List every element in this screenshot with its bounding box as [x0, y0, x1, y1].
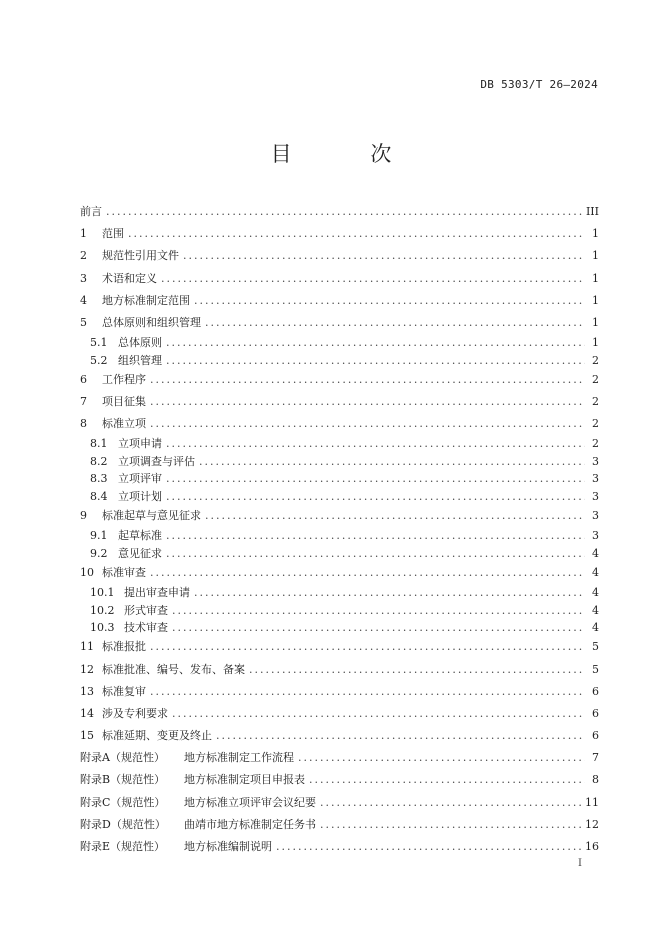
toc-entry-title: 前言	[80, 205, 102, 218]
toc-entry-number: 8.3	[90, 472, 108, 486]
toc-entry-page: 1	[592, 293, 599, 307]
toc-entry-number: 5.2	[90, 353, 108, 367]
toc-entry-title: 曲靖市地方标准制定任务书	[184, 817, 316, 831]
toc-entry-number: 附录B（规范性）	[80, 773, 166, 787]
toc-entry-title: 标准报批	[102, 640, 146, 654]
toc-entry-page: 4	[592, 620, 599, 634]
dot-leader	[166, 488, 585, 505]
toc-entry-number: 8	[80, 417, 87, 431]
toc-entry-title: 标准起草与意见征求	[102, 509, 201, 523]
toc-entry-page: 2	[592, 417, 599, 431]
toc-entry-page: 3	[592, 489, 599, 503]
toc-entry-page: 5	[592, 640, 599, 654]
toc-entry[interactable]	[80, 769, 599, 791]
toc-entry-title: 意见征求	[118, 546, 162, 560]
toc-entry-number: 10.3	[90, 620, 115, 634]
toc-entry-number: 10.2	[90, 603, 115, 617]
toc-entry-number: 14	[80, 706, 94, 720]
toc-entry-page: III	[585, 205, 599, 218]
dot-leader	[166, 527, 585, 544]
toc-entry-number: 5	[80, 315, 87, 329]
dot-leader	[172, 602, 585, 619]
dot-leader	[216, 725, 585, 747]
toc-entry[interactable]	[80, 602, 599, 619]
toc-entry-page: 4	[592, 566, 599, 579]
dot-leader	[194, 584, 585, 601]
toc-entry[interactable]	[80, 369, 599, 391]
toc-entry-title: 总体原则和组织管理	[102, 315, 201, 329]
toc-entry-number: 3	[80, 271, 87, 285]
toc-entry-title: 项目征集	[102, 395, 146, 409]
toc-entry-page: 3	[592, 472, 599, 486]
dot-leader	[150, 681, 585, 703]
toc-entry-page: 8	[592, 773, 599, 787]
dot-leader	[205, 312, 585, 334]
dot-leader	[166, 352, 585, 369]
toc-entry-page: 12	[585, 817, 599, 831]
toc-entry-number: 12	[80, 662, 94, 676]
toc-entry[interactable]	[80, 527, 599, 544]
dot-leader	[309, 769, 585, 791]
toc-entry-number: 13	[80, 684, 94, 698]
toc-entry-number: 附录A（规范性）	[80, 751, 165, 765]
toc-entry-number: 5.1	[90, 336, 108, 350]
toc-entry[interactable]	[80, 792, 599, 814]
toc-entry[interactable]	[80, 562, 599, 584]
toc-entry-title: 地方标准立项评审会议纪要	[184, 795, 316, 809]
dot-leader	[128, 223, 585, 245]
toc-entry[interactable]	[80, 747, 599, 769]
toc-entry[interactable]	[80, 268, 599, 290]
toc-entry[interactable]	[80, 703, 599, 725]
toc-entry-number: 8.2	[90, 454, 108, 468]
toc-entry[interactable]	[80, 545, 599, 562]
toc-entry[interactable]	[80, 619, 599, 636]
toc-entry-title: 地方标准编制说明	[184, 840, 272, 854]
toc-entry-title: 地方标准制定项目申报表	[184, 773, 305, 787]
toc-entry-page: 3	[592, 529, 599, 543]
toc-entry-page: 4	[592, 603, 599, 617]
toc-entry-title: 规范性引用文件	[102, 249, 179, 263]
toc-entry-page: 1	[592, 315, 599, 329]
toc-entry[interactable]	[80, 245, 599, 267]
dot-leader	[194, 290, 585, 312]
toc-entry-page: 1	[592, 227, 599, 241]
toc-entry-title: 立项调查与评估	[118, 454, 195, 468]
toc-entry-page: 2	[592, 437, 599, 451]
dot-leader	[249, 659, 585, 681]
toc-entry-page: 6	[592, 706, 599, 720]
toc-entry[interactable]	[80, 814, 599, 836]
table-of-contents	[80, 201, 599, 858]
toc-entry-number: 附录E（规范性）	[80, 840, 166, 854]
toc-entry-title: 标准延期、变更及终止	[102, 729, 212, 743]
toc-entry-title: 地方标准制定工作流程	[184, 751, 294, 765]
toc-entry-page: 2	[592, 395, 599, 409]
dot-leader	[150, 391, 585, 413]
dot-leader	[166, 334, 585, 351]
toc-entry-number: 8.1	[90, 437, 108, 451]
toc-entry[interactable]	[80, 290, 599, 312]
toc-entry-number: 9.2	[90, 546, 108, 560]
toc-entry-page: 1	[592, 336, 599, 350]
toc-entry[interactable]	[80, 584, 599, 601]
dot-leader	[106, 201, 582, 223]
toc-entry-number: 4	[80, 293, 87, 307]
toc-entry-number: 15	[80, 729, 94, 743]
toc-entry-page: 5	[592, 662, 599, 676]
toc-entry-title: 形式审查	[124, 603, 168, 617]
dot-leader	[150, 636, 585, 658]
toc-entry-number: 8.4	[90, 489, 108, 503]
toc-entry-page: 6	[592, 729, 599, 743]
toc-entry-title: 组织管理	[118, 353, 162, 367]
dot-leader	[166, 470, 585, 487]
toc-entry-page: 4	[592, 546, 599, 560]
toc-entry-title: 立项评审	[118, 472, 162, 486]
toc-entry-number: 9.1	[90, 529, 108, 543]
dot-leader	[205, 505, 585, 527]
toc-entry-page: 16	[585, 840, 599, 854]
dot-leader	[150, 369, 585, 391]
dot-leader	[320, 814, 581, 836]
dot-leader	[172, 619, 585, 636]
dot-leader	[298, 747, 585, 769]
toc-entry-number: 10.1	[90, 586, 115, 600]
toc-entry-page: 1	[592, 271, 599, 285]
toc-entry[interactable]	[80, 659, 599, 681]
toc-entry-title: 标准复审	[102, 684, 146, 698]
toc-entry[interactable]	[80, 413, 599, 435]
toc-entry-title: 涉及专利要求	[102, 706, 168, 720]
toc-entry-page: 3	[592, 509, 599, 523]
document-number: DB 5303/T 26—2024	[480, 78, 598, 91]
toc-entry-number: 11	[80, 640, 94, 654]
toc-entry[interactable]	[80, 391, 599, 413]
page-number: I	[578, 858, 582, 869]
toc-entry[interactable]	[80, 435, 599, 452]
toc-entry-number: 附录C（规范性）	[80, 795, 166, 809]
toc-entry[interactable]	[80, 334, 599, 351]
toc-entry[interactable]	[80, 505, 599, 527]
toc-entry[interactable]	[80, 453, 599, 470]
dot-leader	[320, 792, 581, 814]
dot-leader	[161, 268, 585, 290]
toc-entry-title: 标准批准、编号、发布、备案	[102, 662, 245, 676]
toc-entry[interactable]	[80, 352, 599, 369]
toc-entry-title: 技术审查	[124, 620, 168, 634]
toc-entry-page: 1	[592, 249, 599, 263]
toc-entry-title: 范围	[102, 227, 124, 241]
toc-entry[interactable]	[80, 636, 599, 658]
toc-entry-number: 6	[80, 372, 87, 386]
toc-entry-page: 3	[592, 454, 599, 468]
toc-entry[interactable]	[80, 488, 599, 505]
dot-leader	[172, 703, 585, 725]
dot-leader	[166, 435, 585, 452]
toc-entry[interactable]	[80, 223, 599, 245]
toc-entry-number: 10	[80, 566, 94, 579]
toc-entry[interactable]	[80, 725, 599, 747]
toc-entry-title: 立项申请	[118, 437, 162, 451]
toc-entry-title: 立项计划	[118, 489, 162, 503]
toc-entry-title: 提出审查申请	[124, 586, 190, 600]
toc-entry-number: 9	[80, 509, 87, 523]
dot-leader	[150, 562, 585, 584]
dot-leader	[183, 245, 585, 267]
toc-entry[interactable]	[80, 470, 599, 487]
toc-entry-number: 2	[80, 249, 87, 263]
toc-entry-page: 11	[585, 795, 599, 809]
toc-entry-page: 4	[592, 586, 599, 600]
toc-entry-title: 标准立项	[102, 417, 146, 431]
toc-entry[interactable]	[80, 836, 599, 858]
page-title: 目 次	[270, 142, 428, 166]
toc-entry[interactable]	[80, 312, 599, 334]
toc-entry[interactable]	[80, 201, 599, 223]
toc-entry-page: 2	[592, 372, 599, 386]
toc-entry-number: 1	[80, 227, 87, 241]
dot-leader	[150, 413, 585, 435]
toc-entry-title: 术语和定义	[102, 271, 157, 285]
dot-leader	[199, 453, 585, 470]
toc-entry-page: 2	[592, 353, 599, 367]
toc-entry-number: 附录D（规范性）	[80, 817, 166, 831]
toc-entry[interactable]	[80, 681, 599, 703]
dot-leader	[276, 836, 581, 858]
toc-entry-title: 地方标准制定范围	[102, 293, 190, 307]
toc-entry-page: 6	[592, 684, 599, 698]
toc-entry-title: 工作程序	[102, 372, 146, 386]
toc-entry-title: 总体原则	[118, 336, 162, 350]
toc-entry-title: 标准审查	[102, 566, 146, 579]
dot-leader	[166, 545, 585, 562]
toc-entry-number: 7	[80, 395, 87, 409]
toc-entry-title: 起草标准	[118, 529, 162, 543]
toc-entry-page: 7	[592, 751, 599, 765]
